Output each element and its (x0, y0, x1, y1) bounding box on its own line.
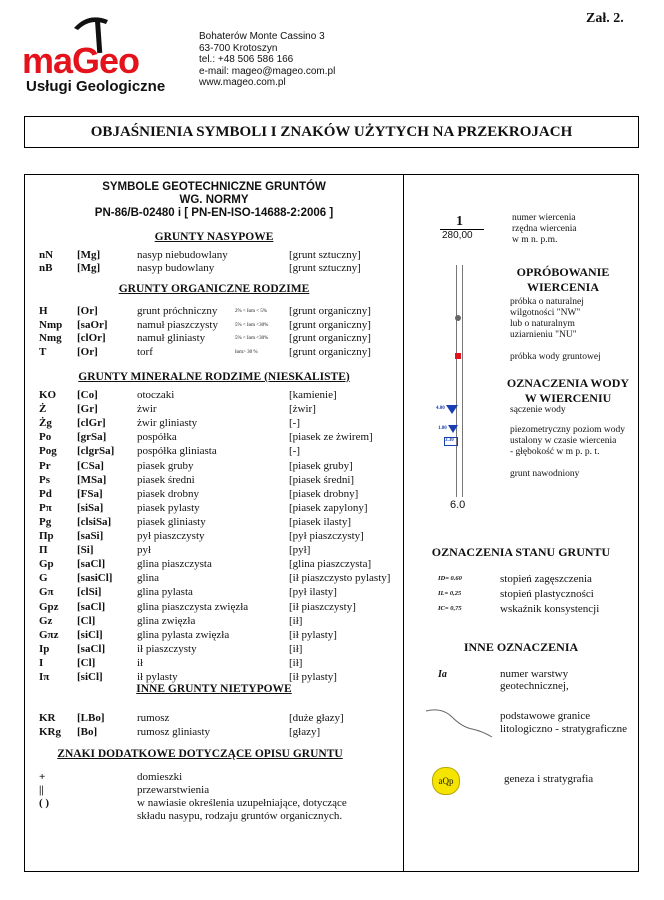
state-symbol: IC= 0,75 (438, 605, 462, 612)
iso-name: [piasek zapylony] (289, 501, 368, 514)
attachment-label: Zał. 2. (586, 11, 624, 26)
other-marks-title: INNE OZNACZENIA (463, 640, 579, 654)
iso-name: [glina piaszczysta] (289, 558, 372, 571)
boundary-line-icon (424, 705, 494, 739)
soil-symbol: Gpz (39, 600, 59, 613)
table-row (25, 389, 395, 402)
soil-code: [clOr] (77, 332, 106, 344)
soil-symbols-heading: SYMBOLE GEOTECHNICZNE GRUNTÓW WG. NORMY PN-86/B-02480 i [ PN-EN-ISO-14688-2:2006 ] (94, 181, 334, 219)
soil-name: ił piaszczysty (137, 642, 197, 655)
soil-symbol: Ip (39, 642, 50, 655)
seepage-icon (446, 405, 458, 415)
iso-name: [ił] (289, 642, 303, 655)
table-row (25, 657, 395, 670)
soil-code: [FSa] (77, 487, 103, 500)
iso-name: [piasek ilasty] (289, 515, 352, 528)
soil-symbol: Pog (39, 445, 57, 458)
soil-code: [Bo] (77, 725, 98, 738)
soil-code: [Mg] (77, 262, 101, 274)
iso-name: [grunt sztuczny] (289, 262, 361, 274)
soil-symbol: Ps (39, 473, 50, 486)
table-row (25, 488, 395, 501)
logo-word: maGeo (22, 40, 140, 81)
soil-name: piasek drobny (137, 487, 200, 500)
left-column (25, 175, 403, 871)
iso-name: [-] (289, 445, 300, 458)
soil-symbol: KRg (39, 725, 61, 738)
iso-name: [grunt sztuczny] (289, 249, 361, 261)
iso-name: [grunt organiczny] (289, 305, 371, 317)
soil-symbol: H (39, 305, 48, 317)
table-row (25, 460, 395, 473)
mark-symbol: ( ) (39, 797, 50, 809)
soil-code: [saCl] (77, 600, 106, 613)
soil-code: [clgrSa] (77, 445, 115, 458)
water-sample-label: próbka wody gruntowej (510, 352, 601, 362)
contact-line: Bohaterów Monte Cassino 3 (199, 31, 325, 42)
soil-code: [grSa] (77, 431, 107, 444)
soil-code: [saOr] (77, 318, 108, 331)
soil-symbol: T (39, 345, 47, 358)
bore-elevation: 280,00 (442, 230, 473, 241)
water-depth-2: 1.80 (438, 426, 447, 431)
label-elevation-1: rzędna wiercenia (512, 224, 577, 234)
table-row (25, 346, 395, 359)
state-description: stopień plastyczności (500, 588, 594, 600)
section-mineral-soils: GRUNTY MINERALNE RODZIME (NIESKALISTE) (78, 371, 350, 383)
soil-symbol: Π (39, 544, 48, 557)
table-row (25, 417, 395, 430)
soil-symbol: Gπz (39, 628, 59, 641)
soil-code: [saCl] (77, 558, 106, 571)
soil-name: rumosz gliniasty (137, 725, 211, 738)
soil-name: glina pylasta zwięzła (137, 628, 230, 641)
iso-name: [piasek średni] (289, 473, 355, 486)
iso-name: [ił] (289, 656, 303, 669)
piezometric-icon (448, 425, 458, 434)
contact-line[interactable]: www.mageo.com.pl (199, 77, 286, 88)
table-row (25, 586, 395, 599)
logo (22, 10, 192, 95)
genesis-symbol: aQp (432, 767, 460, 795)
soil-symbol: nB (39, 262, 53, 274)
section-other-soils: INNE GRUNTY NIETYPOWE (136, 683, 292, 695)
soil-code: [clSi] (77, 586, 102, 599)
contact-line: 63-700 Krotoszyn (199, 42, 278, 54)
soil-code: [siCl] (77, 628, 103, 641)
iso-name: [grunt organiczny] (289, 332, 371, 344)
soil-symbol: Ż (39, 403, 47, 416)
iso-name: [piasek gruby] (289, 459, 353, 472)
soil-name: grunt próchniczny (137, 305, 218, 317)
soil-symbol: KR (39, 712, 56, 724)
iso-name: [-] (289, 417, 300, 430)
soil-name: piasek gliniasty (137, 515, 206, 528)
sampling-title: OPRÓBOWANIE WIERCENIA (516, 265, 610, 294)
table-row (25, 445, 395, 458)
table-row (25, 544, 395, 557)
soil-name: nasyp niebudowlany (137, 249, 228, 261)
mark-symbol: || (39, 784, 44, 796)
soil-symbol: Pπ (39, 501, 52, 514)
soil-name: glina zwięzła (137, 614, 196, 627)
soil-name: glina piaszczysta (137, 558, 212, 571)
soil-name: glina (137, 572, 159, 585)
soil-code: [Or] (77, 305, 98, 317)
mark-description: domieszki (137, 771, 183, 783)
soil-code: [Gr] (77, 403, 98, 416)
content-note: 5% < Iom <30% (235, 322, 269, 328)
right-column (404, 175, 638, 871)
soil-name: pospółka (137, 431, 177, 444)
soil-code: [clsiSa] (77, 515, 112, 528)
soil-name: ił (137, 656, 144, 669)
soil-name: żwir gliniasty (137, 417, 198, 430)
table-row (25, 305, 395, 318)
table-row (25, 615, 395, 628)
soil-name: glina piaszczysta zwięzła (137, 600, 249, 613)
section-additional-marks: ZNAKI DODATKOWE DOTYCZĄCE OPISU GRUNTU (57, 748, 343, 760)
soil-name: nasyp budowlany (137, 262, 215, 274)
table-row (25, 601, 395, 614)
soil-code: [saCl] (77, 642, 106, 655)
soil-symbol: Iπ (39, 671, 50, 683)
soil-code: [clGr] (77, 417, 106, 430)
genesis-label: geneza i stratygrafia (504, 773, 594, 785)
soil-symbol: Po (39, 431, 52, 444)
page-title: OBJAŚNIENIA SYMBOLI I ZNAKÓW UŻYTYCH NA PRZEKROJACH (90, 124, 573, 140)
iso-name: [piasek ze żwirem] (289, 431, 373, 444)
table-row (25, 516, 395, 529)
content-note: 2% < Iom < 5% (235, 309, 268, 314)
table-row (25, 319, 395, 332)
table-row (25, 249, 395, 262)
sampling-description: próbka o naturalnej wilgotności "NW" lub o naturalnym uziarnieniu "NU" (510, 297, 584, 340)
soil-name: piasek gruby (137, 459, 194, 472)
soil-symbol: KO (39, 389, 57, 401)
iso-name: [pył] (289, 544, 311, 557)
water-sample-marker (455, 353, 461, 359)
soil-name: otoczaki (137, 389, 175, 401)
iso-name: [grunt organiczny] (289, 318, 371, 331)
soil-symbol: Gp (39, 558, 54, 571)
soil-symbol: Gπ (39, 586, 54, 599)
iso-name: [głazy] (289, 725, 321, 738)
soil-name: ił pylasty (137, 671, 178, 683)
bore-column (456, 265, 463, 497)
table-row (25, 332, 395, 345)
table-row (25, 502, 395, 515)
soil-symbol: Pg (39, 515, 52, 528)
table-row (25, 262, 395, 275)
soil-symbol: G (39, 572, 48, 585)
soil-symbol: Pr (39, 459, 51, 472)
iso-name: [piasek drobny] (289, 487, 359, 500)
section-fill-soils: GRUNTY NASYPOWE (154, 231, 274, 243)
iso-name: [duże głazy] (289, 712, 344, 724)
piezometric-description: piezometryczny poziom wody ustalony w czasie wiercenia - głębokość w m p. p. t. (510, 425, 626, 457)
soil-symbol: Nmg (39, 332, 62, 344)
water-title: OZNACZENIA WODY W WIERCENIU (506, 376, 630, 405)
iso-name: [ił piaszczysty] (289, 600, 356, 613)
list-item (25, 797, 395, 810)
label-elevation-2: w m n. p.m. (512, 235, 558, 245)
bore-number: 1 (456, 214, 463, 229)
soil-code: [Mg] (77, 249, 101, 261)
soil-code: [CSa] (77, 459, 104, 472)
table-row (25, 712, 395, 725)
layer-number-label: numer warstwy geotechnicznej, (500, 668, 569, 692)
soil-code: [Si] (77, 544, 94, 557)
contact-line[interactable]: e-mail: mageo@mageo.com.pl (199, 65, 336, 77)
soil-name: pył piaszczysty (137, 530, 205, 542)
soil-name: rumosz (137, 712, 170, 724)
soil-code: [MSa] (77, 473, 107, 486)
content-note: 5% < Iom <30% (235, 336, 269, 341)
legend-box (24, 174, 639, 872)
soil-symbol: Pd (39, 487, 52, 500)
bore-bottom-depth: 6.0 (450, 499, 466, 511)
logo-subtitle: Usługi Geologiczne (26, 78, 166, 95)
state-description: wskaźnik konsystencji (500, 603, 600, 615)
soil-symbol: Żg (39, 417, 52, 430)
table-row (25, 726, 395, 739)
table-row (25, 572, 395, 585)
table-row (25, 403, 395, 416)
iso-name: [pył ilasty] (289, 586, 337, 599)
soil-symbol: Gz (39, 614, 53, 627)
soil-symbol: Πp (39, 530, 54, 542)
soil-name: pył (137, 544, 152, 557)
sample-nw-marker (455, 315, 461, 321)
iso-name: [kamienie] (289, 389, 337, 401)
soil-name: namuł gliniasty (137, 332, 206, 344)
list-item (25, 784, 395, 797)
soil-code: [siCl] (77, 671, 103, 683)
soil-name: żwir (137, 403, 157, 416)
seepage-label: sączenie wody (510, 405, 566, 415)
water-depth-3: 3.30 (445, 438, 454, 443)
label-bore-number: numer wiercenia (512, 213, 576, 223)
soil-code: [Cl] (77, 656, 96, 669)
list-item (25, 771, 395, 784)
iso-name: [ił] (289, 614, 303, 627)
state-symbol: IL= 0,25 (438, 590, 462, 597)
layer-number-symbol: Ia (438, 669, 447, 680)
soil-code: [Or] (77, 345, 98, 358)
soil-symbol: I (39, 656, 44, 669)
soil-name: piasek średni (137, 473, 195, 486)
table-row (25, 643, 395, 656)
table-row (25, 474, 395, 487)
boundary-description: podstawowe granice litologiczno - stratygraficzne (500, 710, 628, 735)
iso-name: [ił piaszczysto pylasty] (289, 572, 391, 585)
table-row (25, 629, 395, 642)
iso-name: [żwir] (289, 403, 316, 416)
state-description: stopień zagęszczenia (500, 573, 592, 585)
table-row (25, 431, 395, 444)
table-row (25, 558, 395, 571)
soil-code: [saSi] (77, 530, 104, 542)
soil-code: [siSa] (77, 501, 104, 514)
mark-description: w nawiasie określenia uzupełniające, dotyczące (137, 797, 347, 809)
table-row (25, 530, 395, 543)
soil-code: [Cl] (77, 614, 96, 627)
soil-symbol: nN (39, 249, 54, 261)
section-organic-soils: GRUNTY ORGANICZNE RODZIME (118, 283, 310, 295)
flowing-soil-label: grunt nawodniony (510, 469, 580, 479)
soil-name: pospółka gliniasta (137, 445, 217, 458)
soil-symbol: Nmp (39, 318, 63, 331)
soil-name: torf (137, 345, 153, 358)
iso-name: [pył piaszczysty] (289, 530, 364, 542)
soil-code: [Co] (77, 389, 98, 401)
soil-name: namuł piaszczysty (137, 318, 218, 331)
iso-name: [grunt organiczny] (289, 345, 371, 358)
marks-note-continuation: składu nasypu, rodzaju gruntów organicznych. (137, 810, 343, 822)
soil-name: piasek pylasty (137, 501, 200, 514)
water-depth-1: 4.00 (436, 406, 445, 411)
title-box (24, 116, 639, 148)
mark-symbol: + (39, 771, 46, 783)
soil-state-title: OZNACZENIA STANU GRUNTU (431, 545, 611, 559)
iso-name: [ił pylasty] (289, 628, 337, 641)
contact-line: tel.: +48 506 586 166 (199, 54, 294, 65)
soil-name: glina pylasta (137, 586, 193, 599)
iso-name: [ił pylasty] (289, 671, 337, 683)
soil-code: [LBo] (77, 712, 105, 724)
state-symbol: ID= 0.60 (438, 575, 462, 582)
soil-code: [sasiCl] (77, 572, 113, 585)
content-note: Iom> 30 % (235, 349, 258, 355)
mark-description: przewarstwienia (137, 784, 210, 796)
contact-block (199, 31, 335, 89)
